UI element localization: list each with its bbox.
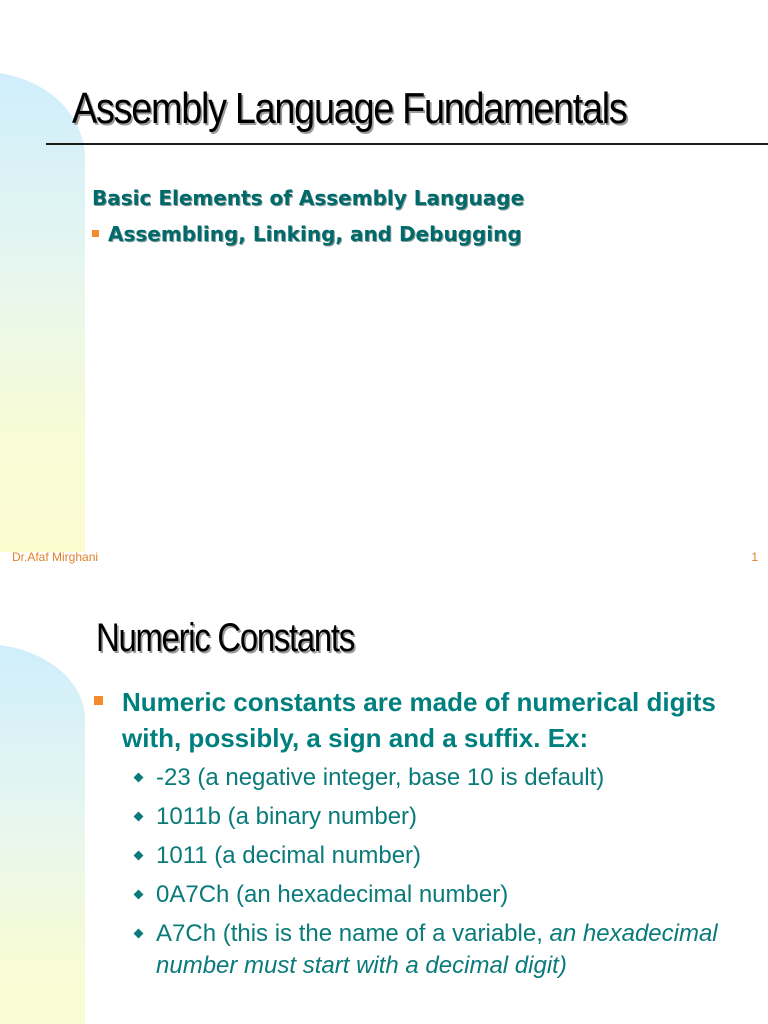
example-item <box>130 801 742 833</box>
main-bullet <box>92 684 742 756</box>
subtopic-item: Basic Elements of Assembly Language <box>92 186 525 210</box>
example-note: an hexadecimal number must start with a decimal digit) <box>156 920 718 979</box>
diamond-bullet-icon <box>134 929 144 939</box>
title-divider <box>46 143 768 145</box>
square-bullet-icon <box>92 230 99 237</box>
square-bullet-icon <box>94 696 103 705</box>
example-list <box>130 762 742 982</box>
page-number: 1 <box>751 550 758 564</box>
example-item <box>130 918 742 982</box>
diamond-bullet-icon <box>134 890 144 900</box>
slide-title: Assembly Language Fundamentals <box>72 84 627 133</box>
example-text: 1011 (a decimal number) <box>156 842 422 869</box>
example-item <box>130 762 742 794</box>
example-item <box>130 879 742 911</box>
example-text: A7Ch (this is the name of a variable, <box>156 920 550 947</box>
slide-2 <box>0 578 768 1024</box>
slide-title: Numeric Constants <box>96 616 354 660</box>
subtopic-item <box>92 216 524 252</box>
diamond-bullet-icon <box>134 851 144 861</box>
slide-content <box>92 684 742 989</box>
subtopic-list <box>92 180 524 252</box>
subtopic-label: Assembling, Linking, and Debugging <box>108 222 522 246</box>
example-text: 0A7Ch (an hexadecimal number) <box>156 881 509 908</box>
diamond-bullet-icon <box>134 773 144 783</box>
main-bullet-text: Numeric constants are made of numerical digits with, possibly, a sign and a suffix. Ex: <box>122 687 716 753</box>
example-item <box>130 840 742 872</box>
example-text: 1011b (a binary number) <box>156 803 418 830</box>
example-text: -23 (a negative integer, base 10 is default) <box>156 764 605 791</box>
author-footer: Dr.Afaf Mirghani <box>12 550 99 564</box>
decorative-gradient-ribbon <box>0 644 85 1024</box>
diamond-bullet-icon <box>134 812 144 822</box>
